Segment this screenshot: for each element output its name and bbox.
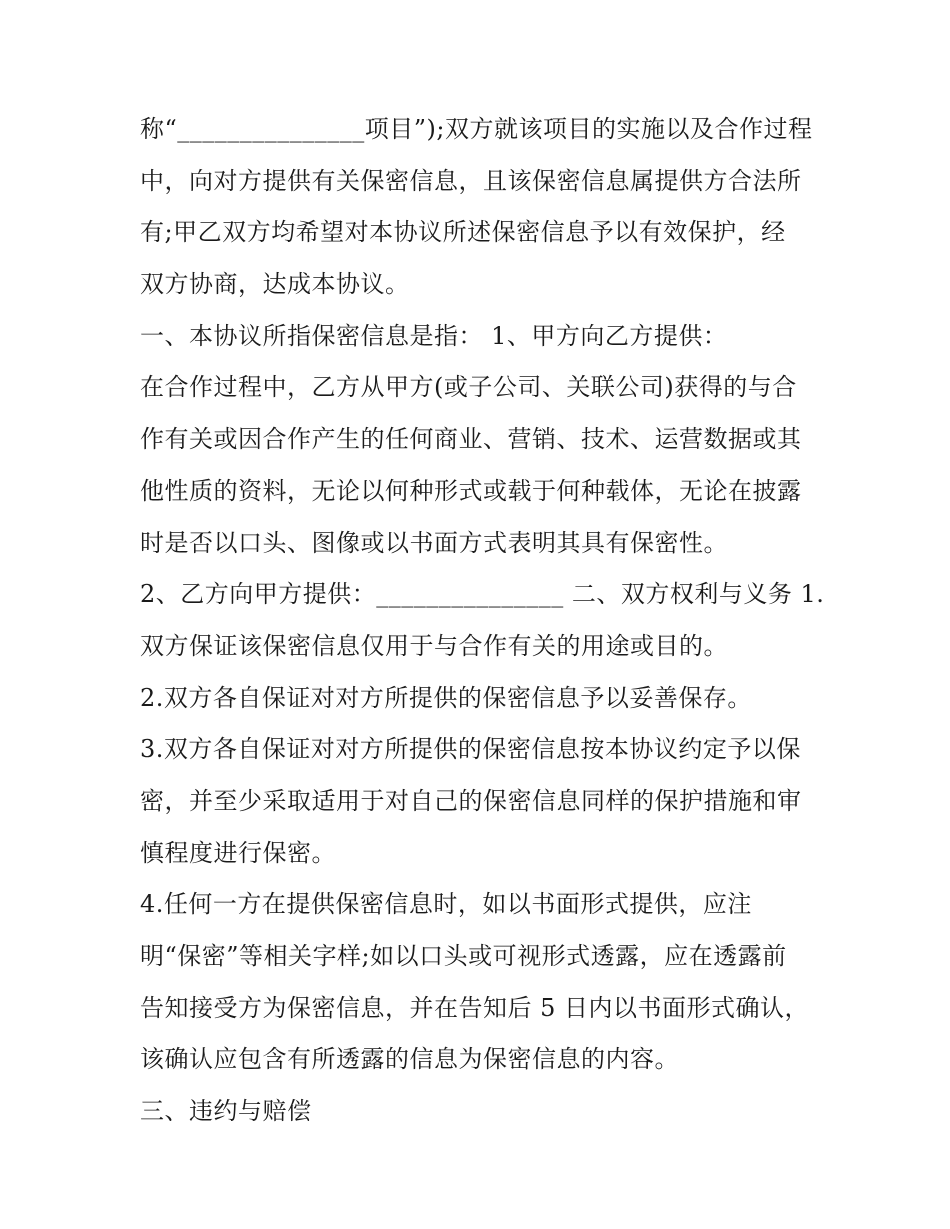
text-line: 双方保证该保密信息仅用于与合作有关的用途或目的。 [140,631,728,660]
text-line: 在合作过程中，乙方从甲方(或子公司、关联公司)获得的与合 [140,373,797,402]
section-heading-3: 三、违约与赔偿 [140,1097,312,1126]
text-line: 他性质的资料，无论以何种形式或载于何种载体，无论在披露 [140,476,802,505]
text-line: 称“_______________项目”);双方就该项目的实施以及合作过程 [140,115,813,143]
clause-3: 3.双方各自保证对对方所提供的保密信息按本协议约定予以保 [140,735,801,764]
text-line: 有;甲乙双方均希望对本协议所述保密信息予以有效保护，经 [140,218,786,247]
text-line: 时是否以口头、图像或以书面方式表明其具有保密性。 [140,528,728,557]
text-line: 中，向对方提供有关保密信息，且该保密信息属提供方合法所 [140,166,802,195]
clause-2: 2.双方各自保证对对方所提供的保密信息予以妥善保存。 [140,683,752,712]
document-body [140,108,825,1142]
text-line: 该确认应包含有所透露的信息为保密信息的内容。 [140,1045,679,1074]
clause-4: 4.任何一方在提供保密信息时，如以书面形式提供，应注 [140,890,752,919]
text-line: 2、乙方向甲方提供：_______________ 二、双方权利与义务 1. [140,580,825,609]
text-line: 告知接受方为保密信息，并在告知后 5 日内以书面形式确认， [140,993,810,1022]
text-line: 慎程度进行保密。 [140,838,336,867]
text-line: 作有关或因合作产生的任何商业、营销、技术、运营数据或其 [140,425,802,454]
section-heading-1: 一、本协议所指保密信息是指： 1、甲方向乙方提供： [140,321,728,350]
text-line: 密，并至少采取适用于对自己的保密信息同样的保护措施和审 [140,786,802,815]
text-line: 明“保密”等相关字样;如以口头或可视形式透露，应在透露前 [140,942,787,970]
text-line: 双方协商，达成本协议。 [140,270,410,299]
